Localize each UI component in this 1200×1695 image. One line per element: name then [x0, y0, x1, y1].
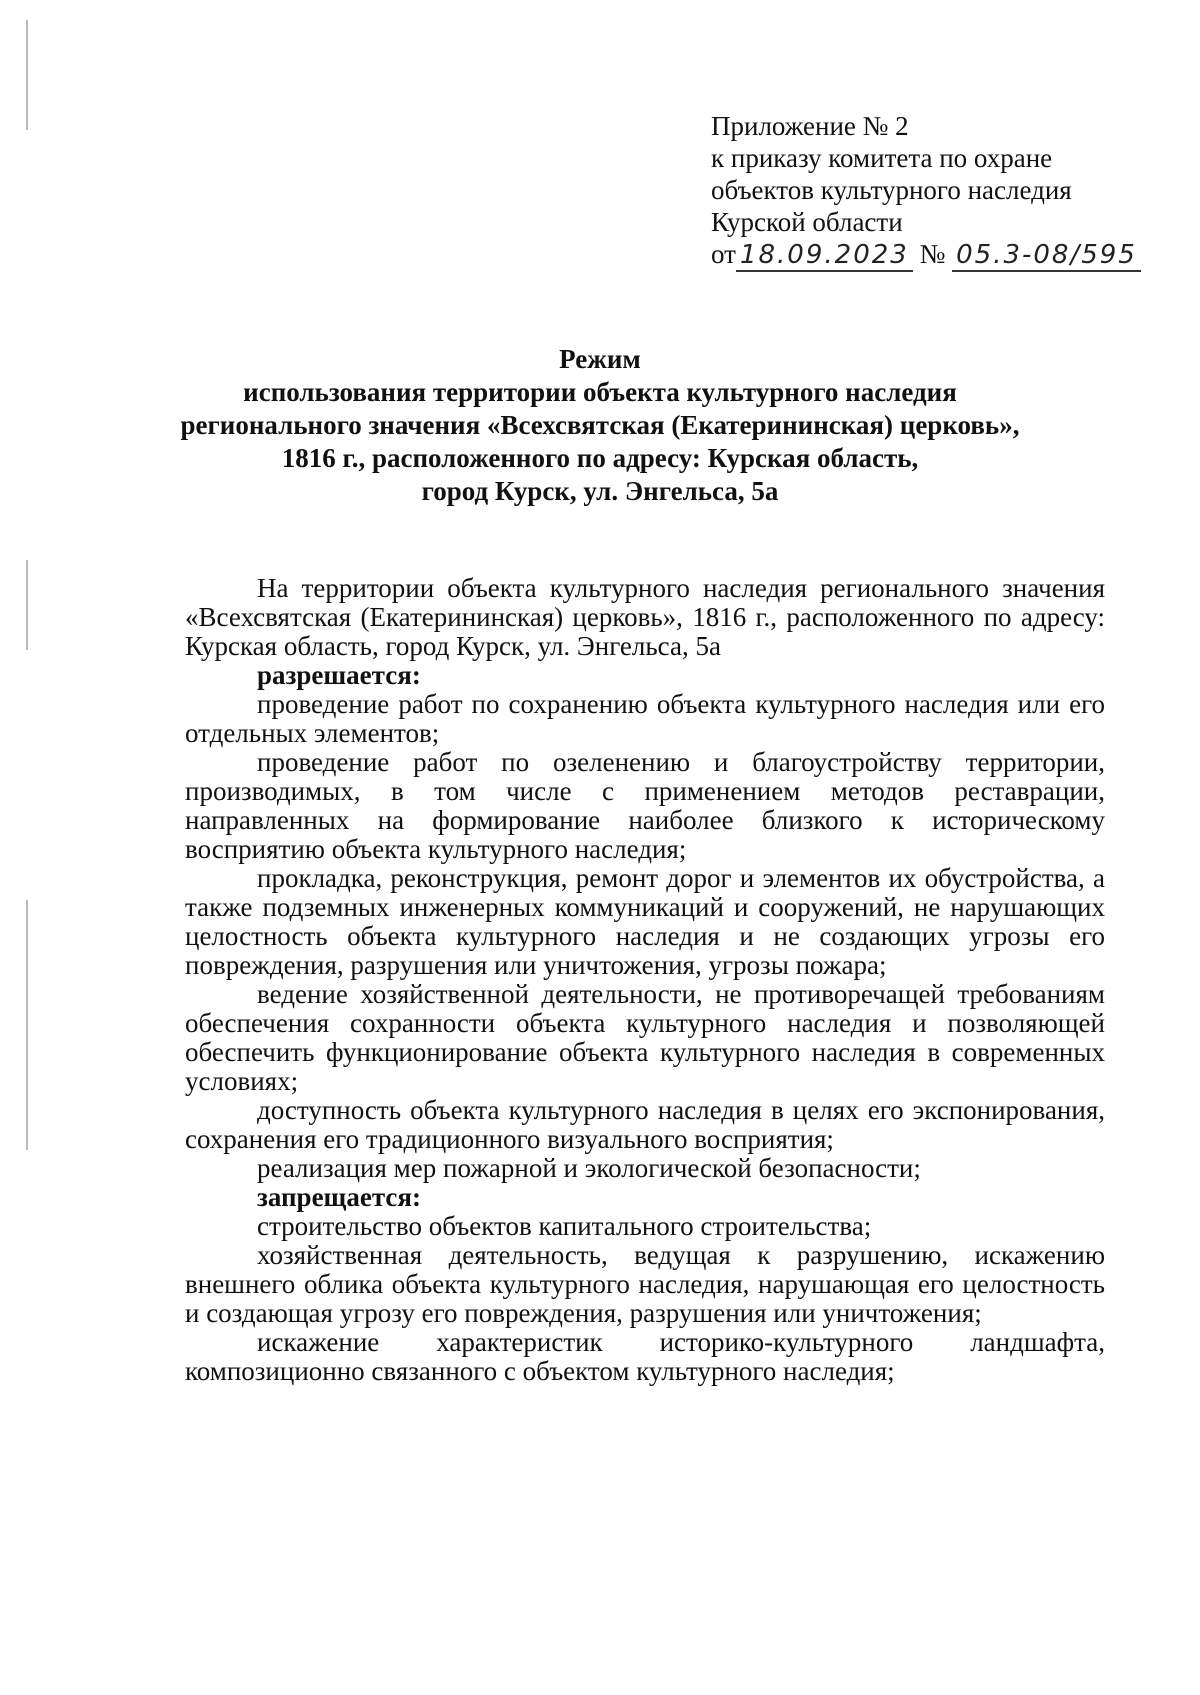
allowed-item: реализация мер пожарной и экологической безопасности;	[257, 1153, 921, 1183]
title-line: 1816 г., расположенного по адресу: Курская область,	[281, 443, 919, 473]
forbidden-item: искажение характеристик историко-культурного ландшафта, композиционно связанного с объектом культурного наследия;	[185, 1327, 1105, 1386]
document-body	[185, 574, 1105, 1386]
allowed-item: прокладка, реконструкция, ремонт дорог и элементов их обустройства, а также подземных инженерных коммуникаций и сооружений, не нарушающих целостность объекта культурного наследия и не создающих угрозы его повреждения, разрушения или уничтожения, угрозы пожара;	[185, 863, 1105, 980]
allowed-item: ведение хозяйственной деятельности, не противоречащей требованиям обеспечения сохранности объекта культурного наследия и позволяющей обеспечить функционирование объекта культурного наследия в современных условиях;	[185, 979, 1105, 1096]
forbidden-heading: запрещается:	[257, 1182, 422, 1212]
title-line: регионального значения «Всехсвятская (Екатерининская) церковь»,	[180, 410, 1020, 440]
forbidden-item: строительство объектов капитального строительства;	[257, 1211, 872, 1241]
intro-paragraph: На территории объекта культурного наследия регионального значения «Всехсвятская (Екатерининская) церковь», 1816 г., расположенного по адресу: Курская область, город Курск, ул. Энгельса, 5а	[185, 573, 1105, 661]
number-prefix: №	[919, 239, 946, 269]
appendix-date-line	[711, 238, 1171, 271]
allowed-item: проведение работ по озеленению и благоустройству территории, производимых, в том числе с применением методов реставрации, направленных на формирование наиболее близкого к историческому восприятию объекта культурного наследия;	[185, 747, 1105, 864]
date-prefix: от	[711, 239, 736, 269]
title-line: Режим	[559, 344, 641, 374]
appendix-order-line: к приказу комитета по охране	[711, 143, 1053, 173]
appendix-region-line: Курской области	[711, 207, 903, 237]
allowed-item: доступность объекта культурного наследия в целях его экспонирования, сохранения его традиционного визуального восприятия;	[185, 1095, 1105, 1154]
appendix-block	[711, 110, 1171, 271]
appendix-number: Приложение № 2	[711, 111, 909, 141]
allowed-heading: разрешается:	[257, 660, 421, 690]
title-line: город Курск, ул. Энгельса, 5а	[421, 476, 779, 506]
handwritten-order-number: 05.3-08/595	[952, 240, 1141, 272]
appendix-committee-line: объектов культурного наследия	[711, 175, 1072, 205]
handwritten-date: 18.09.2023	[736, 240, 913, 272]
allowed-item: проведение работ по сохранению объекта культурного наследия или его отдельных элементов;	[185, 689, 1105, 748]
scan-margin-marks	[26, 560, 28, 650]
title-line: использования территории объекта культурного наследия	[243, 377, 957, 407]
scan-margin-marks	[26, 20, 28, 130]
scan-margin-marks	[26, 900, 28, 1150]
document-title	[150, 343, 1050, 508]
forbidden-item: хозяйственная деятельность, ведущая к разрушению, искажению внешнего облика объекта культурного наследия, нарушающая его целостность и создающая угрозу его повреждения, разрушения или уничтожения;	[185, 1240, 1105, 1328]
